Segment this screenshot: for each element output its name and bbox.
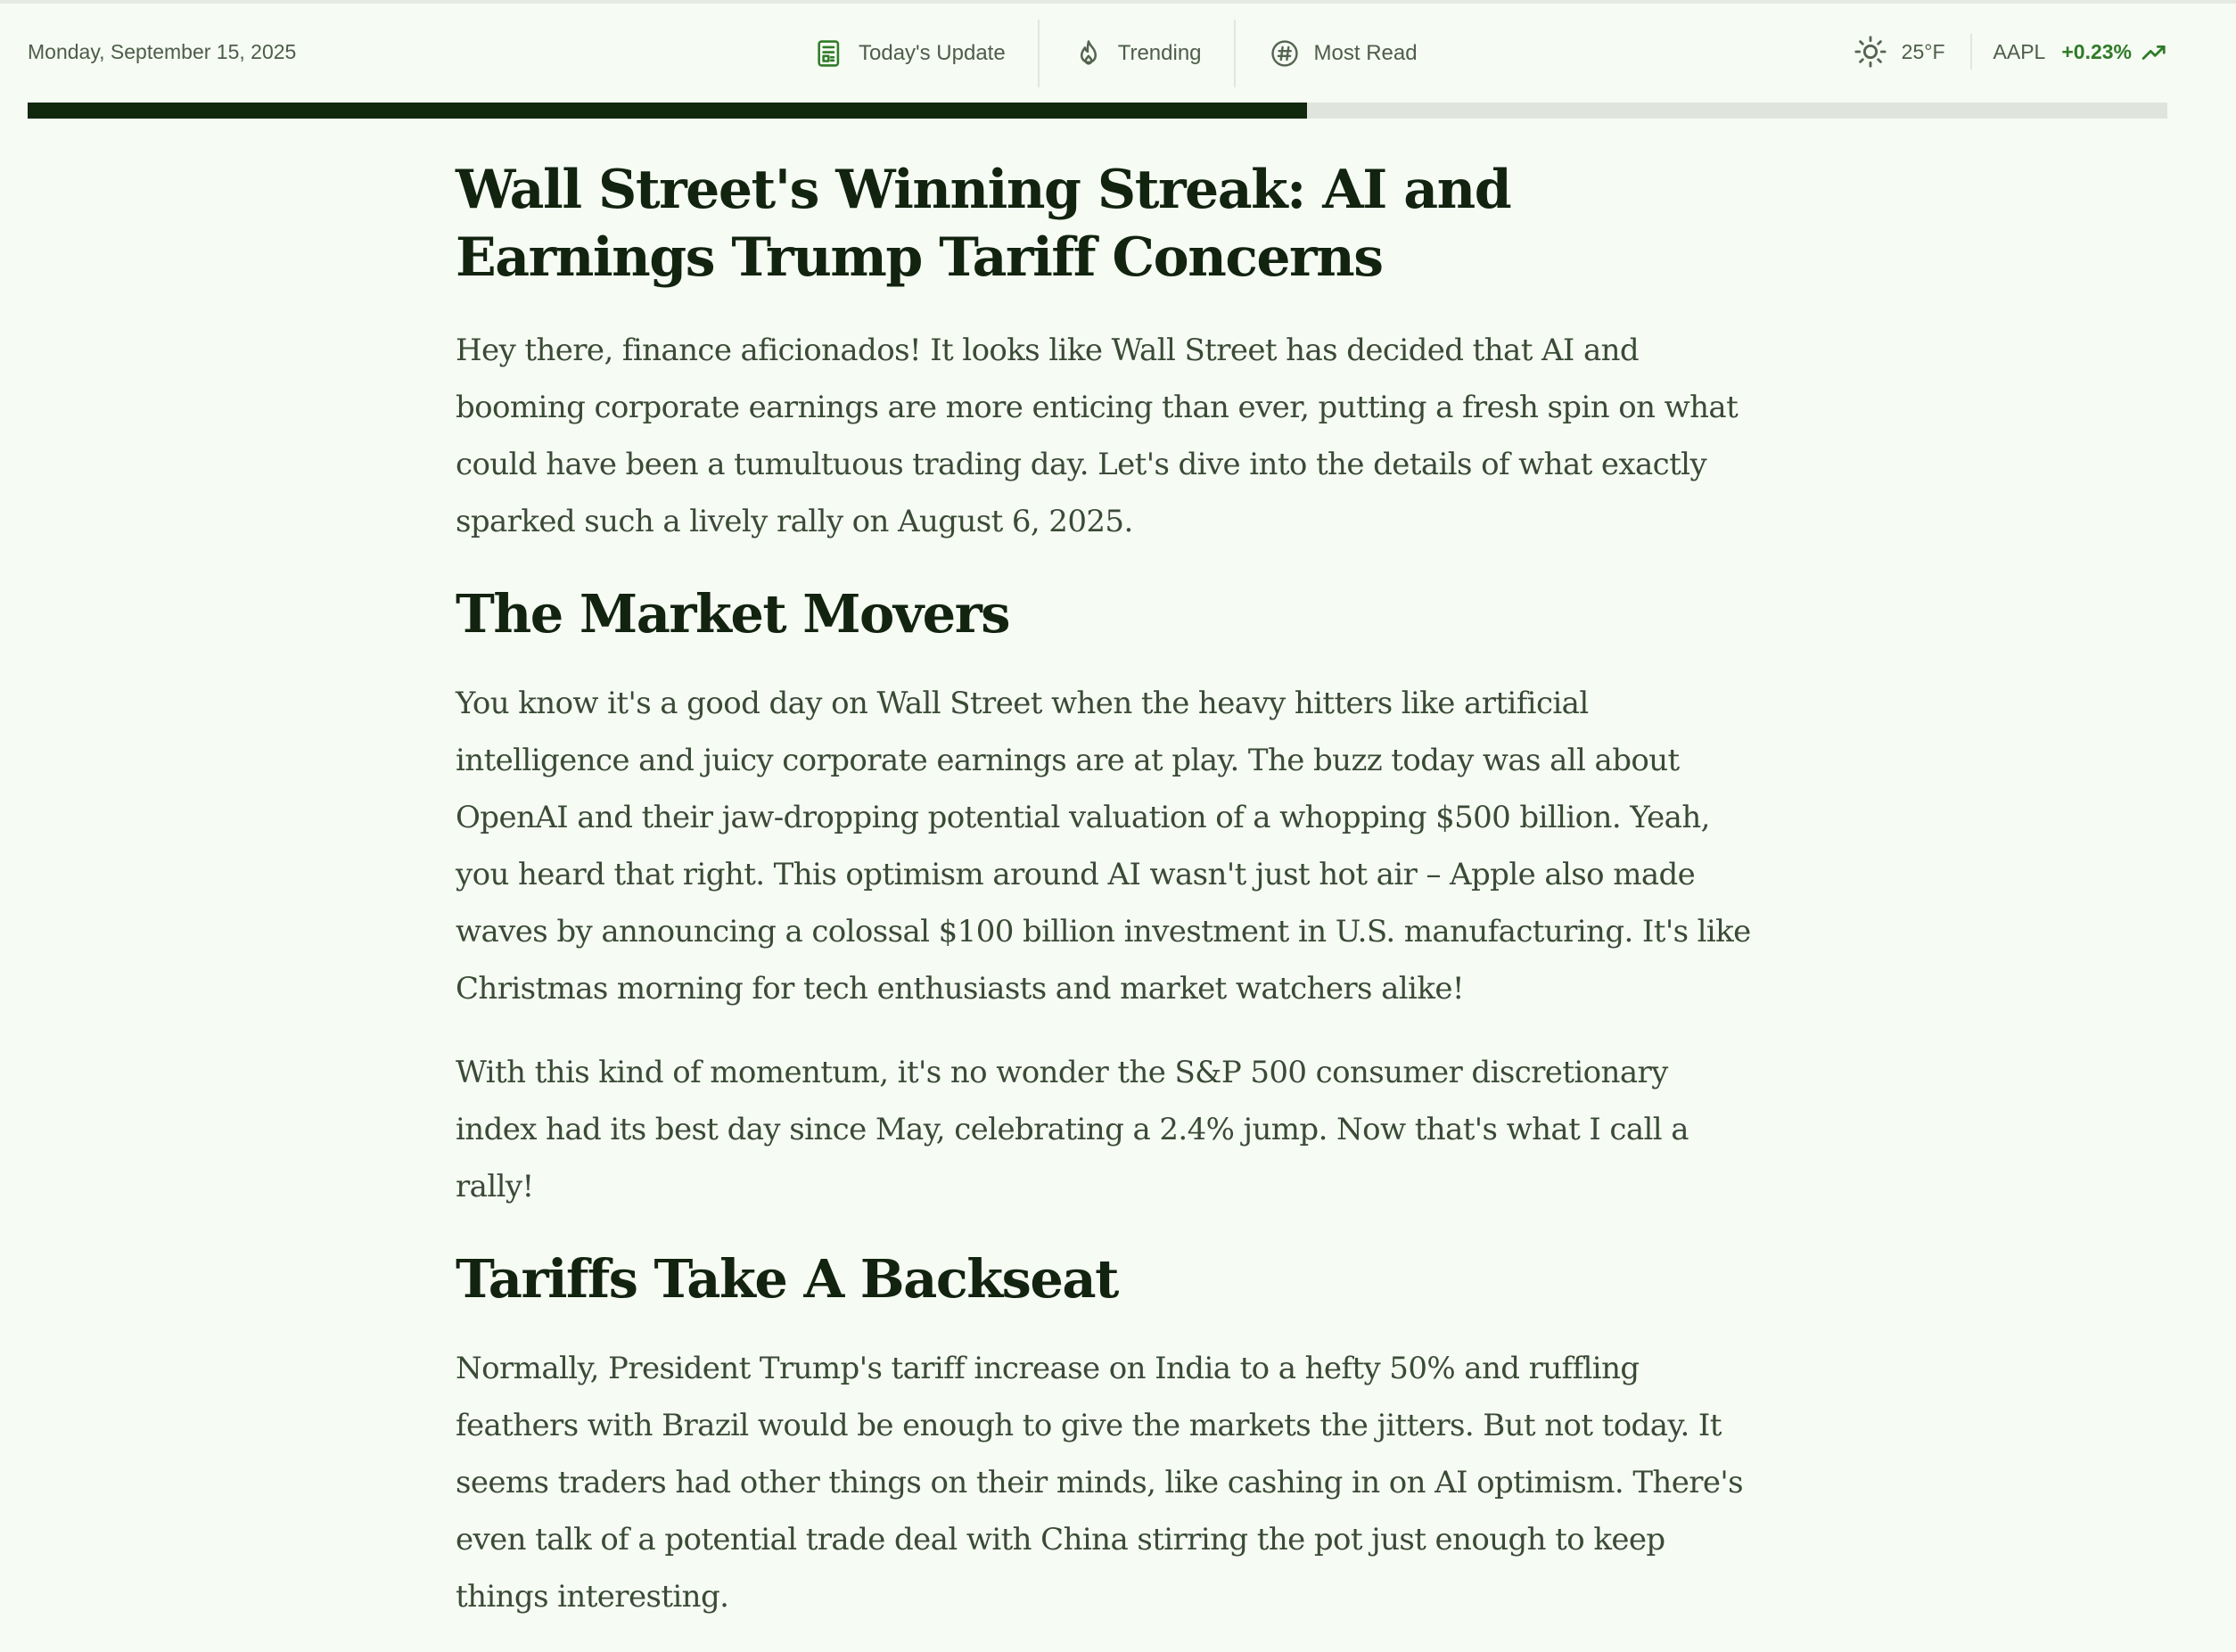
weather-widget [1854,35,1970,69]
weather-temperature: 25°F [1901,39,1945,63]
article [456,156,1757,1652]
trending-up-icon [2141,38,2167,65]
nav-most-read[interactable] [1236,20,1450,87]
section-heading: Tariffs Take A Backseat [456,1248,1118,1310]
sun-icon [1854,35,1887,69]
flame-icon [1072,37,1106,70]
stock-ticker[interactable] [1993,38,2167,65]
nav-todays-update[interactable] [777,20,1038,87]
nav-label: Trending [1117,41,1202,65]
top-bar [28,5,2167,100]
hashtag-icon [1268,37,1302,70]
newspaper-icon [812,37,846,70]
article-paragraph: Normally, President Trump's tariff increase on India to a hefty 50% and ruffling feathers with Brazil would be enough to give the markets the jitters. But not today. It seems traders had other things on their minds, like cashing in on AI optimism. There's even talk of a potential trade deal with China stirring the pot just enough to keep things interesting. [456,1351,1743,1615]
section-heading: The Market Movers [456,583,1009,645]
info-divider [1970,34,1972,70]
nav-label: Most Read [1313,41,1418,65]
ticker-symbol: AAPL [1993,39,2046,63]
article-title: Wall Street's Winning Streak: AI and Earnings Trump Tariff Concerns [456,159,1511,289]
article-intro: Hey there, finance aficionados! It looks like Wall Street has decided that AI and booming corporate earnings are more enticing than ever, putting a fresh spin on what could have been a tumultuous trading day. Let's dive into the details of what exactly sparked such a lively rally on August 6, 2025. [456,333,1739,539]
top-border [0,0,2236,4]
main-nav [777,20,1450,87]
article-paragraph: You know it's a good day on Wall Street when the heavy hitters like artificial intelligence and juicy corporate earnings are at play. The buzz today was all about OpenAI and their jaw-dropping potential valuation of a whopping $500 billion. Yeah, you heard that right. This optimism around AI wasn't just hot air – Apple also made waves by announcing a colossal $100 billion investment in U.S. manufacturing. It's like Christmas morning for tech enthusiasts and market watchers alike! [456,686,1751,1007]
market-info [1854,5,2167,98]
ticker-change: +0.23% [2061,39,2132,63]
article-paragraph: With this kind of momentum, it's no wonder the S&P 500 consumer discretionary index had its best day since May, celebrating a 2.4% jump. Now that's what I call a rally! [456,1055,1689,1204]
nav-trending[interactable] [1040,20,1234,87]
nav-label: Today's Update [859,41,1006,65]
reading-progress-fill [28,103,1307,119]
reading-progress-bar [28,103,2167,119]
current-date: Monday, September 15, 2025 [28,40,297,63]
